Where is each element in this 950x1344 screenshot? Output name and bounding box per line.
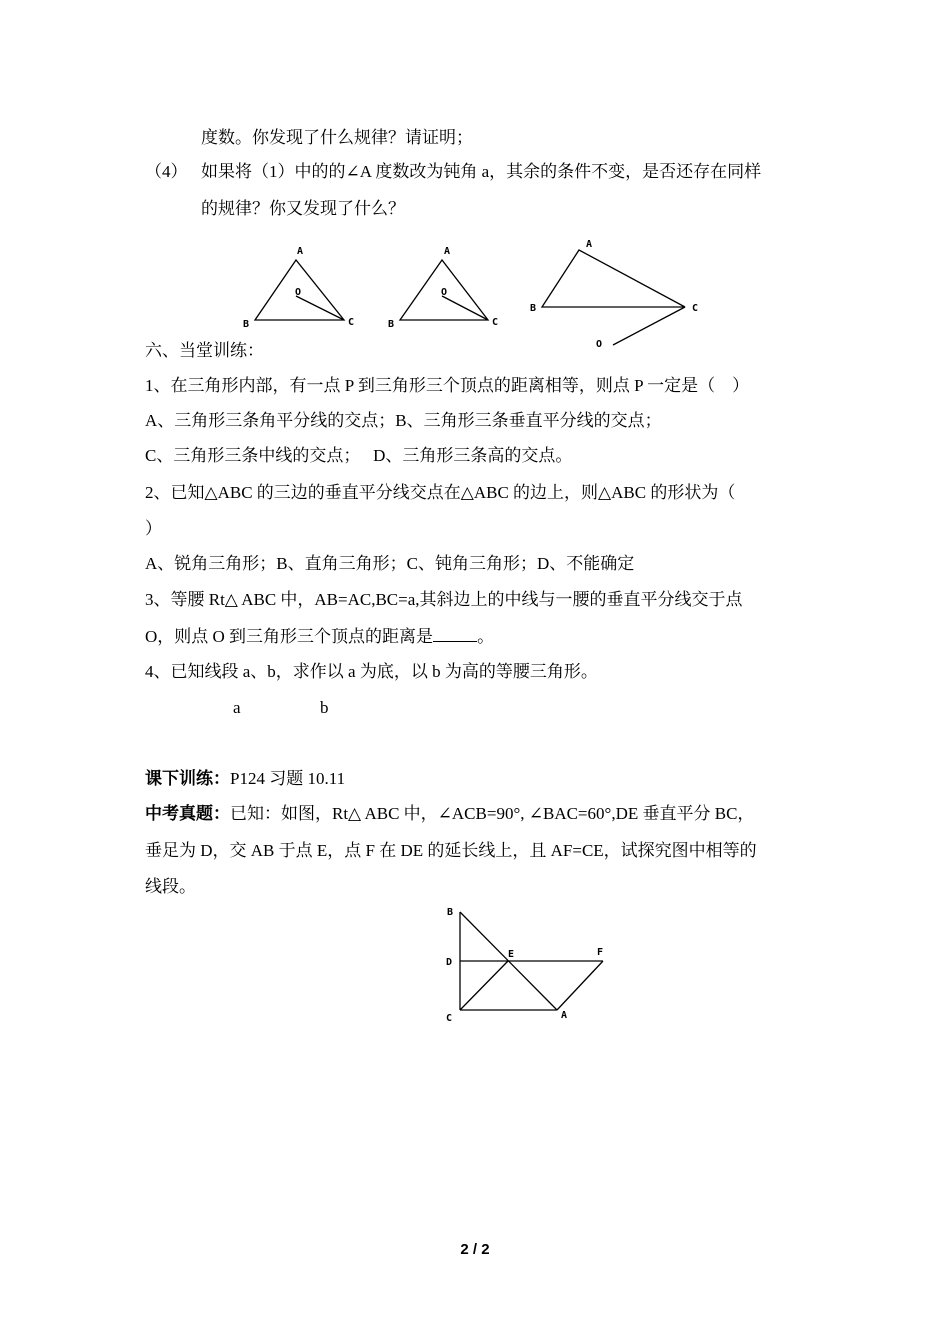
label-c: C [348,317,355,328]
homework-label: 课下训练： [145,769,230,788]
q4-number: （4） [145,162,188,181]
label-a: A [444,246,451,257]
q3-text: O，则点 O 到三角形三个顶点的距离是 [145,627,434,646]
exam-line3: 线段。 [145,877,196,896]
label-f: F [597,947,604,958]
practice-q2: 2、已知△ABC 的三边的垂直平分线交点在△ABC 的边上，则△ABC 的形状为（ [145,483,736,502]
practice-q2-cont: ） [145,519,162,538]
homework-line [145,768,345,790]
practice-q1: 1、在三角形内部，有一点 P 到三角形三个顶点的距离相等，则点 P 一定是（ ） [145,376,750,395]
exam-line2: 垂足为 D，交 AB 于点 E，点 F 在 DE 的延长线上，且 AF=CE，试探究图中相等的 [145,841,757,860]
practice-q3-line1: 3、等腰 Rt△ ABC 中，AB=AC,BC=a,其斜边上的中线与一腰的垂直平分线交于点 [145,590,743,609]
segment-label-b: b [320,698,329,717]
exam-text1: 已知：如图，Rt△ ABC 中，∠ACB=90°, ∠BAC=60°,DE 垂直平分 BC， [230,804,755,823]
segment-oc-3 [613,307,685,345]
label-o: O [596,339,603,350]
label-d: D [446,957,453,968]
figure-triangle-1 [240,240,360,335]
practice-q4: 4、已知线段 a、b，求作以 a 为底，以 b 为高的等腰三角形。 [145,662,598,681]
label-c: C [446,1013,453,1024]
practice-q3-line2 [145,625,494,648]
practice-q1-options-ab: A、三角形三条角平分线的交点；B、三角形三条垂直平分线的交点； [145,411,662,430]
figure-triangle-2 [385,240,505,335]
practice-heading: 六、当堂训练： [145,341,264,360]
exam-line1 [145,803,754,825]
exam-figure [440,900,620,1030]
segment-oc-2 [442,296,488,320]
label-b: B [388,319,395,330]
q4-line1: 度数。你发现了什么规律？请证明； [201,128,473,147]
label-a: A [561,1010,568,1021]
segment-oc-1 [296,296,344,320]
answer-blank [433,625,477,642]
segment-ce [460,961,508,1010]
homework-text: P124 习题 10.11 [230,769,346,788]
triangle-abc-3 [542,250,685,307]
label-b: B [530,303,537,314]
q4-line2: 如果将（1）中的的∠A 度数改为钝角 a，其余的条件不变，是否还存在同样 [201,162,762,181]
label-o: O [295,287,302,298]
figure-triangle-3 [525,235,715,350]
segment-label-a: a [233,698,241,717]
label-c: C [492,317,499,328]
label-o: O [441,287,448,298]
exam-label: 中考真题： [145,804,230,823]
label-b: B [447,907,454,918]
segment-af [557,961,603,1010]
label-c: C [692,303,699,314]
label-a: A [297,246,304,257]
practice-q2-options: A、锐角三角形；B、直角三角形；C、钝角三角形；D、不能确定 [145,554,635,573]
page-number: 2 / 2 [460,1241,490,1258]
practice-q1-options-cd: C、三角形三条中线的交点； D、三角形三条高的交点。 [145,446,573,465]
q3-end: 。 [477,627,495,646]
label-e: E [508,949,515,960]
label-a: A [586,239,593,250]
label-b: B [243,319,250,330]
q4-line3: 的规律？你又发现了什么？ [201,199,405,218]
